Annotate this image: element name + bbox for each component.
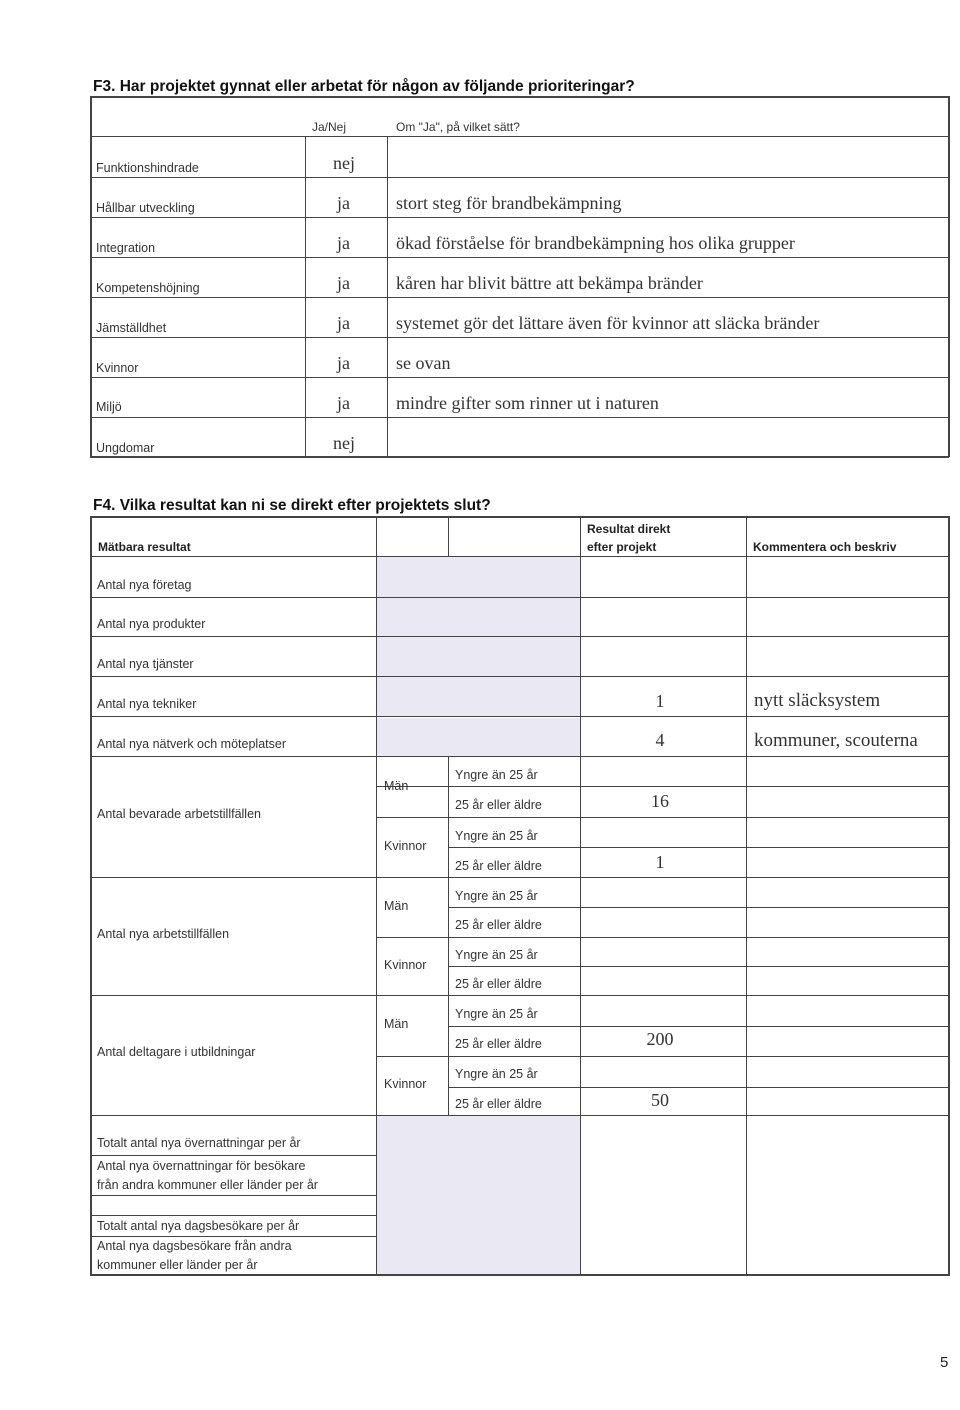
gender-women: Kvinnor [384, 958, 427, 972]
gender-men: Män [384, 779, 409, 793]
day-visitors-label-2: kommuner eller länder per år [97, 1258, 258, 1272]
age-under-25: Yngre än 25 år [455, 768, 538, 782]
row-answer: ja [337, 313, 350, 333]
gender-men: Män [384, 1017, 409, 1031]
row-answer: ja [337, 393, 350, 413]
day-total-label: Totalt antal nya dagsbesökare per år [97, 1219, 300, 1233]
page-number: 5 [940, 1354, 949, 1371]
age-25-plus: 25 år eller äldre [455, 798, 542, 812]
age-under-25: Yngre än 25 år [455, 1067, 538, 1081]
row-label: Kompetenshöjning [96, 281, 200, 295]
row-comment: ökad förståelse för brandbekämpning hos olika grupper [396, 233, 795, 253]
col-header-result-line2: efter projekt [587, 540, 657, 554]
group-value: 16 [651, 791, 669, 811]
result-row-label: Antal nya nätverk och möteplatser [97, 737, 286, 751]
row-label: Hållbar utveckling [96, 201, 195, 215]
result-row-label: Antal nya företag [97, 578, 192, 592]
row-answer: nej [333, 433, 355, 453]
group-label: Antal nya arbetstillfällen [97, 927, 230, 941]
age-25-plus: 25 år eller äldre [455, 1037, 542, 1051]
f3-heading: F3. Har projektet gynnat eller arbetat för någon av följande prioriteringar? [93, 78, 635, 95]
row-comment: stort steg för brandbekämpning [396, 193, 622, 213]
row-label: Integration [96, 241, 156, 255]
col-header-how: Om "Ja", på vilket sätt? [396, 120, 520, 134]
group-value: 50 [651, 1090, 669, 1110]
group-label: Antal bevarade arbetstillfällen [97, 807, 261, 821]
age-under-25: Yngre än 25 år [455, 1007, 538, 1021]
age-under-25: Yngre än 25 år [455, 829, 538, 843]
row-label: Ungdomar [96, 441, 155, 455]
result-value: 4 [655, 730, 665, 750]
row-comment: systemet gör det lättare även för kvinnor att släcka bränder [396, 313, 820, 333]
row-comment: kåren har blivit bättre att bekämpa bränder [396, 273, 703, 293]
overnight-visitors-label-1: Antal nya övernattningar för besökare [97, 1159, 306, 1173]
age-25-plus: 25 år eller äldre [455, 1097, 542, 1111]
gender-men: Män [384, 899, 409, 913]
col-header-janej: Ja/Nej [312, 120, 347, 134]
result-row-label: Antal nya produkter [97, 617, 206, 631]
group-value: 1 [655, 852, 665, 872]
col-header-measurable: Mätbara resultat [98, 540, 191, 554]
row-label: Funktionshindrade [96, 161, 199, 175]
age-under-25: Yngre än 25 år [455, 948, 538, 962]
overnight-total-label: Totalt antal nya övernattningar per år [97, 1136, 301, 1150]
row-comment: mindre gifter som rinner ut i naturen [396, 393, 659, 413]
age-25-plus: 25 år eller äldre [455, 977, 542, 991]
result-row-label: Antal nya tekniker [97, 697, 197, 711]
col-header-comment: Kommentera och beskriv [753, 540, 897, 554]
row-label: Jämställdhet [96, 321, 167, 335]
row-answer: ja [337, 273, 350, 293]
age-under-25: Yngre än 25 år [455, 889, 538, 903]
row-label: Miljö [96, 400, 122, 414]
row-answer: ja [337, 233, 350, 253]
group-value: 200 [646, 1029, 674, 1049]
result-comment: nytt släcksystem [754, 690, 881, 711]
day-visitors-label-1: Antal nya dagsbesökare från andra [97, 1239, 292, 1253]
age-25-plus: 25 år eller äldre [455, 859, 542, 873]
result-comment: kommuner, scouterna [754, 730, 918, 751]
result-value: 1 [655, 691, 665, 711]
gender-women: Kvinnor [384, 839, 427, 853]
age-25-plus: 25 år eller äldre [455, 918, 542, 932]
row-answer: ja [337, 353, 350, 373]
group-label: Antal deltagare i utbildningar [97, 1045, 256, 1059]
overnight-visitors-label-2: från andra kommuner eller länder per år [97, 1178, 318, 1192]
f4-heading: F4. Vilka resultat kan ni se direkt efter projektets slut? [93, 497, 491, 514]
row-label: Kvinnor [96, 361, 139, 375]
col-header-result-line1: Resultat direkt [587, 522, 671, 536]
row-answer: nej [333, 153, 355, 173]
row-comment: se ovan [396, 353, 451, 373]
result-row-label: Antal nya tjänster [97, 657, 194, 671]
gender-women: Kvinnor [384, 1077, 427, 1091]
row-answer: ja [337, 193, 350, 213]
